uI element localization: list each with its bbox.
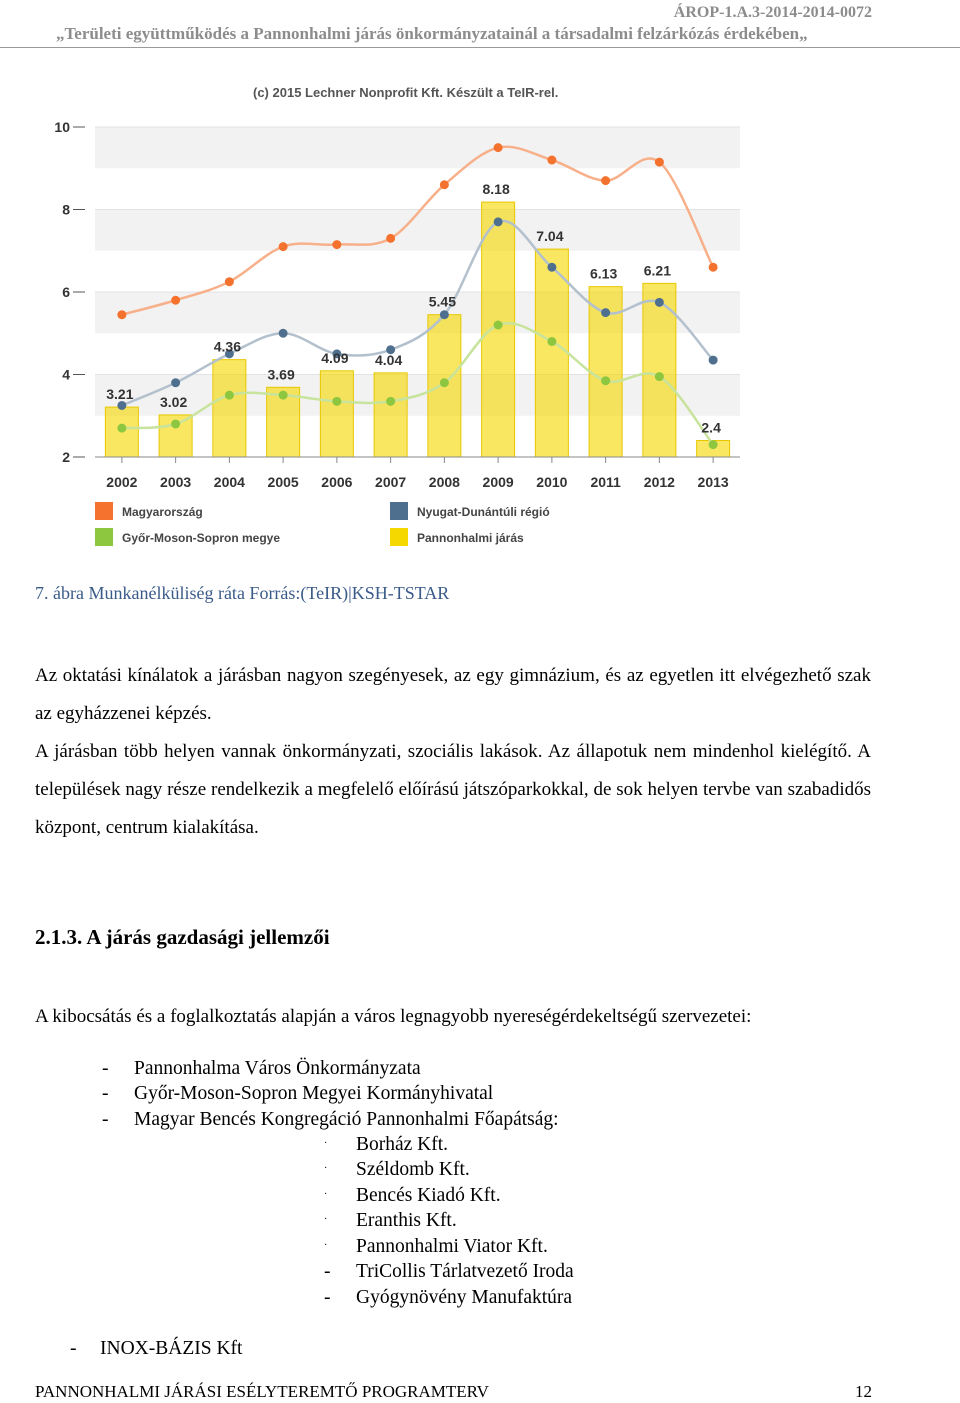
figure-caption: 7. ábra Munkanélküliség ráta Forrás:(TeIR)|KSH-TSTAR: [35, 583, 450, 603]
bar: [374, 373, 407, 457]
chart-legend: [95, 502, 550, 546]
bar: [320, 371, 353, 457]
y-tick-label: 4: [62, 366, 70, 383]
series-point: [332, 240, 341, 249]
data-label: 2.4: [701, 419, 721, 436]
legend-label: Nyugat-Dunántúli régió: [417, 505, 550, 519]
legend-label: Győr-Moson-Sopron megye: [122, 531, 281, 545]
bullet-icon: ·: [324, 1189, 328, 1200]
series-point: [601, 176, 610, 185]
x-tick-label: 2013: [697, 474, 729, 490]
document-header-title: „Területi együttműködés a Pannonhalmi járás önkormányzatainál a társadalmi felzárkózás érdekében„: [56, 24, 808, 43]
list-dash: -: [102, 1083, 109, 1104]
sublist-item: Pannonhalmi Viator Kft.: [356, 1236, 548, 1257]
list-dash: -: [102, 1109, 109, 1130]
bar: [213, 360, 246, 457]
sublist-item: Bencés Kiadó Kft.: [356, 1185, 501, 1206]
list-item: Magyar Bencés Kongregáció Pannonhalmi Főapátság:: [134, 1109, 559, 1130]
legend-label: Pannonhalmi járás: [417, 531, 524, 545]
x-tick-label: 2009: [482, 474, 514, 490]
series-point: [386, 397, 395, 406]
series-point: [601, 308, 610, 317]
list-item: Pannonhalma Város Önkormányzata: [134, 1058, 421, 1079]
list-item-last: INOX-BÁZIS Kft: [100, 1338, 243, 1359]
sublist-item: Gyógynövény Manufaktúra: [356, 1287, 573, 1308]
grid-band: [95, 127, 740, 168]
legend-label: Magyarország: [122, 505, 203, 519]
data-label: 3.21: [106, 386, 134, 403]
project-code: ÁROP-1.A.3-2014-2014-0072: [673, 4, 872, 21]
page-number: 12: [855, 1382, 872, 1401]
footer-title: PANNONHALMI JÁRÁSI ESÉLYTEREMTŐ PROGRAMTERV: [35, 1382, 489, 1401]
series-point: [332, 397, 341, 406]
x-tick-label: 2002: [106, 474, 138, 490]
series-point: [601, 376, 610, 385]
list-dash: -: [324, 1287, 331, 1308]
grid-band: [95, 210, 740, 251]
paragraph-organizations: A kibocsátás és a foglalkoztatás alapján a város legnagyobb nyereségérdekeltségű szervezetei:: [35, 1006, 752, 1027]
x-tick-label: 2007: [375, 474, 407, 490]
data-label: 4.04: [375, 351, 403, 368]
series-point: [494, 217, 503, 226]
chart-copyright: (c) 2015 Lechner Nonprofit Kft. Készült a TeIR-rel.: [253, 85, 559, 100]
series-point: [225, 391, 234, 400]
series-point: [709, 263, 718, 272]
data-label: 4.09: [321, 349, 349, 366]
list-dash: -: [70, 1338, 77, 1359]
data-label: 7.04: [536, 228, 564, 245]
series-point: [547, 337, 556, 346]
series-point: [117, 424, 126, 433]
x-tick-label: 2003: [160, 474, 192, 490]
data-label: 3.02: [160, 393, 188, 410]
x-tick-label: 2011: [590, 474, 621, 490]
legend-swatch: [390, 502, 408, 520]
header-divider: [0, 47, 960, 48]
x-tick-label: 2005: [267, 474, 299, 490]
unemployment-chart: [40, 75, 760, 565]
series-point: [440, 310, 449, 319]
series-point: [279, 242, 288, 251]
series-point: [547, 156, 556, 165]
legend-swatch: [390, 528, 408, 546]
legend-swatch: [95, 528, 113, 546]
bullet-icon: ·: [324, 1240, 328, 1251]
bullet-icon: ·: [324, 1214, 328, 1225]
series-point: [171, 420, 180, 429]
sublist-item: Eranthis Kft.: [356, 1210, 457, 1231]
series-point: [171, 378, 180, 387]
data-label: 6.13: [590, 265, 618, 282]
series-point: [655, 158, 664, 167]
series-point: [279, 391, 288, 400]
bullet-icon: ·: [324, 1163, 328, 1174]
series-point: [655, 372, 664, 381]
paragraph-housing: A járásban több helyen vannak önkormányzati, szociális lakások. Az állapotuk nem mindenhol kielégítő. A települések nagy része rendelkezik a megfelelő előírású játszóparkokkal, de sok helyen tervbe van szabadidős központ, centrum kialakítása.: [35, 741, 871, 838]
x-tick-label: 2006: [321, 474, 353, 490]
sublist-item: Borház Kft.: [356, 1134, 449, 1155]
data-label: 5.45: [428, 293, 456, 310]
series-point: [547, 263, 556, 272]
x-tick-label: 2004: [213, 474, 245, 490]
sublist-item: Széldomb Kft.: [356, 1159, 470, 1180]
series-point: [440, 378, 449, 387]
series-point: [117, 401, 126, 410]
x-tick-label: 2008: [428, 474, 460, 490]
y-tick-label: 6: [62, 284, 70, 300]
series-point: [655, 298, 664, 307]
bar: [535, 249, 568, 457]
list-dash: -: [102, 1058, 109, 1079]
series-point: [171, 296, 180, 305]
series-point: [225, 277, 234, 286]
series-point: [386, 234, 395, 243]
bar: [482, 202, 515, 457]
paragraph-education: Az oktatási kínálatok a járásban nagyon szegényesek, az egy gimnázium, és az egyetlen itt elvégezhető szak az egyházzenei képzés.: [35, 665, 871, 724]
y-tick-label: 2: [62, 449, 70, 465]
series-point: [440, 180, 449, 189]
y-tick-label: 8: [62, 201, 70, 218]
list-dash: -: [324, 1261, 331, 1282]
list-item: Győr-Moson-Sopron Megyei Kormányhivatal: [134, 1083, 494, 1104]
data-label: 3.69: [267, 366, 295, 383]
series-point: [494, 143, 503, 152]
data-label: 4.36: [213, 338, 241, 355]
series-point: [709, 356, 718, 365]
y-tick-label: 10: [54, 119, 70, 135]
series-point: [494, 321, 503, 330]
series-point: [709, 440, 718, 449]
data-label: 8.18: [482, 181, 510, 198]
section-heading: 2.1.3. A járás gazdasági jellemzői: [35, 925, 330, 949]
bullet-icon: ·: [324, 1138, 328, 1149]
data-label: 6.21: [643, 262, 671, 279]
x-tick-label: 2010: [536, 474, 568, 490]
x-tick-label: 2012: [643, 474, 675, 490]
sublist-item: TriCollis Tárlatvezető Iroda: [356, 1261, 574, 1282]
series-point: [117, 310, 126, 319]
legend-swatch: [95, 502, 113, 520]
series-point: [279, 329, 288, 338]
